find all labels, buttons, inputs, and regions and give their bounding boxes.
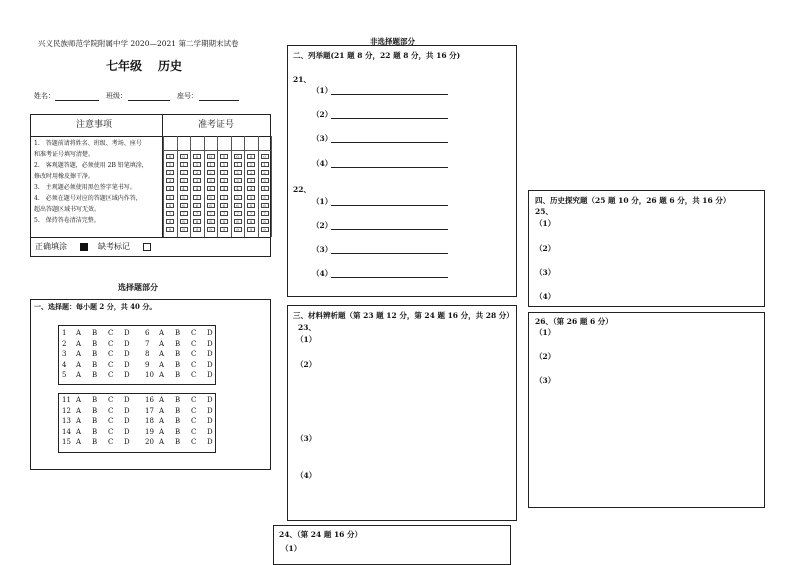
exam-digit-bubble[interactable]: 0: [166, 154, 174, 159]
exam-grid-line: [217, 136, 218, 237]
option-bubble[interactable]: B: [175, 350, 181, 358]
option-bubble[interactable]: A: [76, 329, 82, 337]
option-bubble[interactable]: A: [76, 360, 82, 369]
exam-digit-bubble[interactable]: 7: [193, 211, 201, 216]
q22-label: 22、: [293, 185, 311, 194]
notice-item: 5. 保持答卷清洁完整。: [34, 217, 100, 224]
school-title: 兴义民族师范学院附属中学 2020—2021 第二学期期末试卷: [38, 39, 239, 48]
q26-sub-2: （2）: [535, 352, 556, 361]
q23-sub-3: （3）: [296, 434, 317, 443]
option-bubble[interactable]: B: [92, 427, 98, 436]
exam-digit-bubble[interactable]: 4: [247, 186, 255, 191]
seat-label: 座号：: [177, 92, 198, 100]
option-bubble[interactable]: C: [191, 360, 197, 369]
question-number: 2: [62, 339, 67, 348]
question-number: 12: [62, 406, 71, 415]
exam-grid-line: [231, 136, 232, 237]
class-field[interactable]: [128, 100, 170, 101]
exam-digit-bubble[interactable]: 4: [220, 186, 228, 191]
exam-digit-bubble[interactable]: 9: [220, 227, 228, 232]
nonchoice-section-title: 非选择题部分: [370, 37, 415, 46]
q21-label: 21、: [293, 75, 311, 84]
exam-digit-bubble[interactable]: 9: [193, 227, 201, 232]
option-bubble[interactable]: A: [159, 406, 165, 415]
exam-digit-bubble[interactable]: 5: [166, 195, 174, 200]
exam-digit-bubble[interactable]: 1: [207, 162, 215, 167]
question-number: 4: [62, 360, 67, 369]
question-number: 20: [145, 438, 154, 446]
option-bubble[interactable]: C: [108, 406, 114, 415]
exam-grid-line: [177, 136, 178, 237]
option-bubble[interactable]: B: [175, 406, 181, 415]
exam-digit-bubble[interactable]: 2: [166, 170, 174, 175]
option-bubble[interactable]: D: [124, 396, 130, 404]
q23-label: 23、: [298, 323, 316, 332]
option-bubble[interactable]: A: [76, 350, 82, 358]
q26-sub-3: （3）: [535, 376, 556, 385]
option-bubble[interactable]: D: [207, 329, 213, 337]
option-bubble[interactable]: D: [124, 329, 130, 337]
exam-digit-bubble[interactable]: 0: [234, 154, 242, 159]
exam-digit-bubble[interactable]: 7: [247, 211, 255, 216]
exam-digit-bubble[interactable]: 6: [193, 203, 201, 208]
option-bubble[interactable]: C: [108, 417, 114, 425]
q22-answer-line-2[interactable]: [331, 229, 448, 230]
exam-digit-bubble[interactable]: 7: [180, 211, 188, 216]
option-bubble[interactable]: C: [191, 350, 197, 358]
option-bubble[interactable]: A: [76, 396, 82, 404]
q23-sub-2: （2）: [296, 360, 317, 369]
exam-digit-bubble[interactable]: 8: [261, 219, 269, 224]
exam-digit-bubble[interactable]: 0: [193, 154, 201, 159]
q22-answer-line-4[interactable]: [331, 277, 448, 278]
option-bubble[interactable]: A: [159, 417, 165, 425]
choice-instruction: 一、选择题：每小题 2 分，共 40 分。: [34, 302, 157, 311]
exam-digit-bubble[interactable]: 3: [234, 178, 242, 183]
exam-digit-bubble[interactable]: 9: [261, 227, 269, 232]
option-bubble[interactable]: D: [207, 438, 213, 446]
subject-label: 历史: [158, 59, 183, 73]
correct-fill-label: 正确填涂: [35, 242, 67, 251]
q21-answer-line-4[interactable]: [331, 167, 448, 168]
exam-digit-bubble[interactable]: 3: [247, 178, 255, 183]
question-number: 7: [145, 339, 150, 348]
exam-digit-bubble[interactable]: 1: [220, 162, 228, 167]
exam-digit-bubble[interactable]: 6: [180, 203, 188, 208]
option-bubble[interactable]: A: [76, 339, 82, 348]
question-number: 9: [145, 360, 150, 369]
question-number: 3: [62, 350, 67, 358]
option-bubble[interactable]: D: [207, 396, 213, 404]
absent-mark-label: 缺考标记: [98, 242, 130, 251]
exam-digit-bubble[interactable]: 9: [166, 227, 174, 232]
option-bubble[interactable]: A: [159, 427, 165, 436]
exam-digit-bubble[interactable]: 1: [193, 162, 201, 167]
exam-digit-bubble[interactable]: 0: [207, 154, 215, 159]
option-bubble[interactable]: C: [108, 371, 114, 379]
option-bubble[interactable]: D: [124, 371, 130, 379]
option-bubble[interactable]: B: [92, 396, 98, 404]
exam-write-row: [163, 150, 271, 151]
option-bubble[interactable]: C: [191, 438, 197, 446]
exam-digit-bubble[interactable]: 3: [261, 178, 269, 183]
q22-sub-4: （4）: [312, 269, 333, 278]
question-number: 13: [62, 417, 71, 425]
option-bubble[interactable]: B: [92, 371, 98, 379]
option-bubble[interactable]: B: [175, 438, 181, 446]
question-number: 19: [145, 427, 154, 436]
q26-box: [528, 312, 765, 508]
option-bubble[interactable]: B: [175, 417, 181, 425]
question-number: 14: [62, 427, 71, 436]
exam-digit-bubble[interactable]: 6: [247, 203, 255, 208]
exam-digit-bubble[interactable]: 9: [207, 227, 215, 232]
exam-digit-bubble[interactable]: 2: [261, 170, 269, 175]
option-bubble[interactable]: B: [175, 339, 181, 348]
option-bubble[interactable]: B: [92, 339, 98, 348]
exam-digit-bubble[interactable]: 1: [234, 162, 242, 167]
option-bubble[interactable]: C: [191, 396, 197, 404]
exam-digit-bubble[interactable]: 6: [234, 203, 242, 208]
exam-digit-bubble[interactable]: 9: [234, 227, 242, 232]
option-bubble[interactable]: A: [76, 406, 82, 415]
option-bubble[interactable]: A: [159, 371, 165, 379]
q21-answer-line-1[interactable]: [331, 94, 448, 95]
exam-id-title: 准考证号: [198, 120, 235, 130]
exam-digit-bubble[interactable]: 6: [261, 203, 269, 208]
exam-digit-bubble[interactable]: 2: [220, 170, 228, 175]
question-number: 18: [145, 417, 154, 425]
exam-grid-line: [163, 136, 164, 237]
exam-digit-bubble[interactable]: 0: [220, 154, 228, 159]
q21-sub-1: （1）: [312, 86, 333, 95]
option-bubble[interactable]: C: [191, 406, 197, 415]
option-bubble[interactable]: B: [175, 396, 181, 404]
q21-sub-2: （2）: [312, 110, 333, 119]
option-bubble[interactable]: D: [124, 417, 130, 425]
q2-title: 二、列举题(21 题 8 分，22 题 8 分，共 16 分): [293, 51, 461, 60]
option-bubble[interactable]: D: [124, 406, 130, 415]
option-bubble[interactable]: C: [191, 329, 197, 337]
option-bubble[interactable]: A: [159, 396, 165, 404]
option-bubble[interactable]: D: [207, 350, 213, 358]
exam-digit-bubble[interactable]: 4: [207, 186, 215, 191]
option-bubble[interactable]: C: [191, 427, 197, 436]
q23-sub-4: （4）: [296, 471, 317, 480]
notice-item: 和准考证号填写清楚。: [34, 151, 95, 158]
exam-digit-bubble[interactable]: 4: [166, 186, 174, 191]
exam-digit-bubble[interactable]: 5: [261, 195, 269, 200]
option-bubble[interactable]: A: [76, 417, 82, 425]
exam-digit-bubble[interactable]: 0: [180, 154, 188, 159]
exam-digit-bubble[interactable]: 8: [207, 219, 215, 224]
option-bubble[interactable]: C: [108, 329, 114, 337]
q21-sub-4: （4）: [312, 159, 333, 168]
q22-answer-line-3[interactable]: [331, 253, 448, 254]
option-bubble[interactable]: D: [124, 438, 130, 446]
question-number: 6: [145, 329, 150, 337]
exam-digit-bubble[interactable]: 3: [220, 178, 228, 183]
option-bubble[interactable]: C: [191, 371, 197, 379]
q25-sub-1: （1）: [535, 219, 556, 228]
option-bubble[interactable]: D: [207, 339, 213, 348]
option-bubble[interactable]: A: [76, 427, 82, 436]
name-label: 姓名：: [34, 92, 55, 100]
option-bubble[interactable]: A: [159, 329, 165, 337]
option-bubble[interactable]: D: [207, 427, 213, 436]
q22-sub-2: （2）: [312, 221, 333, 230]
option-bubble[interactable]: B: [175, 360, 181, 369]
choice-section-title: 选择题部分: [118, 282, 158, 292]
question-number: 5: [62, 371, 67, 379]
exam-digit-bubble[interactable]: 7: [220, 211, 228, 216]
option-bubble[interactable]: D: [124, 339, 130, 348]
option-bubble[interactable]: B: [175, 427, 181, 436]
q24-title: 24、（第 24 题 16 分）: [279, 530, 363, 539]
exam-digit-bubble[interactable]: 4: [193, 186, 201, 191]
exam-digit-bubble[interactable]: 2: [193, 170, 201, 175]
exam-digit-bubble[interactable]: 4: [180, 186, 188, 191]
option-bubble[interactable]: D: [124, 427, 130, 436]
q4-box: [528, 190, 765, 307]
q3-box: [287, 305, 517, 521]
exam-digit-bubble[interactable]: 3: [180, 178, 188, 183]
q22-sub-3: （3）: [312, 245, 333, 254]
exam-digit-bubble[interactable]: 2: [234, 170, 242, 175]
absent-checkbox[interactable]: [143, 243, 151, 251]
exam-digit-bubble[interactable]: 6: [207, 203, 215, 208]
exam-digit-bubble[interactable]: 0: [261, 154, 269, 159]
question-number: 1: [62, 329, 67, 337]
option-bubble[interactable]: A: [159, 360, 165, 369]
q23-sub-1: （1）: [296, 335, 317, 344]
exam-digit-bubble[interactable]: 7: [207, 211, 215, 216]
exam-digit-bubble[interactable]: 4: [261, 186, 269, 191]
option-bubble[interactable]: A: [159, 339, 165, 348]
option-bubble[interactable]: B: [92, 406, 98, 415]
exam-digit-bubble[interactable]: 3: [193, 178, 201, 183]
q25-sub-2: （2）: [535, 244, 556, 253]
exam-grid-line: [271, 136, 272, 237]
option-bubble[interactable]: C: [108, 360, 114, 369]
exam-digit-bubble[interactable]: 4: [234, 186, 242, 191]
exam-digit-bubble[interactable]: 8: [180, 219, 188, 224]
question-number: 8: [145, 350, 150, 358]
q26-sub-1: （1）: [535, 328, 556, 337]
option-bubble[interactable]: D: [207, 371, 213, 379]
option-bubble[interactable]: C: [191, 339, 197, 348]
option-bubble[interactable]: B: [175, 371, 181, 379]
notice-item: 2. 客观题答题，必须使用 2B 铅笔填涂，: [34, 162, 148, 169]
question-number: 16: [145, 396, 154, 404]
q21-answer-line-3[interactable]: [331, 142, 448, 143]
exam-digit-bubble[interactable]: 8: [220, 219, 228, 224]
exam-digit-bubble[interactable]: 8: [247, 219, 255, 224]
exam-digit-bubble[interactable]: 7: [234, 211, 242, 216]
q4-title: 四、历史探究题（25 题 10 分，26 题 6 分，共 16 分）: [535, 196, 731, 205]
notice-title: 注意事项: [76, 120, 113, 130]
option-bubble[interactable]: B: [92, 360, 98, 369]
option-bubble[interactable]: B: [92, 350, 98, 358]
notice-item: 4. 必须在题号对应的答题区域内作答，: [34, 195, 142, 202]
exam-digit-bubble[interactable]: 3: [166, 178, 174, 183]
option-bubble[interactable]: A: [76, 371, 82, 379]
q25-sub-4: （4）: [535, 292, 556, 301]
notice-item: 修改时用橡皮擦干净。: [34, 173, 95, 180]
question-number: 11: [62, 396, 71, 404]
option-bubble[interactable]: C: [108, 350, 114, 358]
exam-grid-line: [190, 136, 191, 237]
notice-item: 超出答题区域书写无效。: [34, 206, 101, 213]
seat-field[interactable]: [199, 100, 239, 101]
exam-digit-bubble[interactable]: 0: [247, 154, 255, 159]
exam-digit-bubble[interactable]: 1: [261, 162, 269, 167]
exam-digit-bubble[interactable]: 2: [180, 170, 188, 175]
option-bubble[interactable]: B: [92, 417, 98, 425]
name-field[interactable]: [55, 100, 99, 101]
exam-grid-line: [244, 136, 245, 237]
option-bubble[interactable]: B: [175, 329, 181, 337]
option-bubble[interactable]: C: [108, 396, 114, 404]
exam-digit-bubble[interactable]: 1: [180, 162, 188, 167]
exam-digit-bubble[interactable]: 6: [166, 203, 174, 208]
option-bubble[interactable]: C: [191, 417, 197, 425]
exam-digit-bubble[interactable]: 5: [234, 195, 242, 200]
grade-label: 七年级: [106, 59, 143, 73]
option-bubble[interactable]: D: [124, 360, 130, 369]
q24-sub-1: （1）: [281, 544, 302, 553]
option-bubble[interactable]: D: [207, 417, 213, 425]
option-bubble[interactable]: B: [92, 329, 98, 337]
q21-answer-line-2[interactable]: [331, 118, 448, 119]
q25-label: 25、: [535, 207, 553, 216]
question-number: 17: [145, 406, 154, 415]
exam-digit-bubble[interactable]: 7: [261, 211, 269, 216]
exam-grid-line: [204, 136, 205, 237]
option-bubble[interactable]: C: [108, 339, 114, 348]
question-number: 15: [62, 438, 71, 446]
q22-sub-1: （1）: [312, 197, 333, 206]
exam-digit-bubble[interactable]: 1: [247, 162, 255, 167]
notice-item: 3. 主观题必须使用黑色签字笔书写。: [34, 184, 136, 191]
exam-digit-bubble[interactable]: 6: [220, 203, 228, 208]
q25-sub-3: （3）: [535, 268, 556, 277]
exam-digit-bubble[interactable]: 8: [193, 219, 201, 224]
exam-digit-bubble[interactable]: 2: [207, 170, 215, 175]
exam-digit-bubble[interactable]: 3: [207, 178, 215, 183]
option-bubble[interactable]: D: [207, 406, 213, 415]
exam-digit-bubble[interactable]: 5: [207, 195, 215, 200]
q26-title: 26、（第 26 题 6 分）: [535, 317, 613, 326]
exam-digit-bubble[interactable]: 9: [247, 227, 255, 232]
question-number: 10: [145, 371, 154, 379]
exam-digit-bubble[interactable]: 8: [166, 219, 174, 224]
exam-digit-bubble[interactable]: 9: [180, 227, 188, 232]
notice-item: 1. 答题前请将姓名、班级、考场、座号: [34, 140, 142, 147]
option-bubble[interactable]: C: [108, 427, 114, 436]
exam-grid-line: [258, 136, 259, 237]
exam-digit-bubble[interactable]: 5: [193, 195, 201, 200]
exam-digit-bubble[interactable]: 7: [166, 211, 174, 216]
exam-digit-bubble[interactable]: 8: [234, 219, 242, 224]
option-bubble[interactable]: D: [207, 360, 213, 369]
option-bubble[interactable]: D: [124, 350, 130, 358]
option-bubble[interactable]: A: [159, 350, 165, 358]
filled-square-icon: [80, 243, 88, 251]
q21-sub-3: （3）: [312, 134, 333, 143]
option-bubble[interactable]: C: [108, 438, 114, 446]
exam-digit-bubble[interactable]: 5: [180, 195, 188, 200]
q22-answer-line-1[interactable]: [331, 205, 448, 206]
option-bubble[interactable]: A: [76, 438, 82, 446]
exam-digit-bubble[interactable]: 2: [247, 170, 255, 175]
exam-digit-bubble[interactable]: 5: [247, 195, 255, 200]
q3-title: 三、材料辨析题（第 23 题 12 分，第 24 题 16 分，共 28 分）: [293, 311, 514, 320]
exam-digit-bubble[interactable]: 5: [220, 195, 228, 200]
class-label: 班级：: [106, 92, 127, 100]
option-bubble[interactable]: B: [92, 438, 98, 446]
option-bubble[interactable]: A: [159, 438, 165, 446]
exam-digit-bubble[interactable]: 1: [166, 162, 174, 167]
q2-box: [287, 45, 517, 297]
